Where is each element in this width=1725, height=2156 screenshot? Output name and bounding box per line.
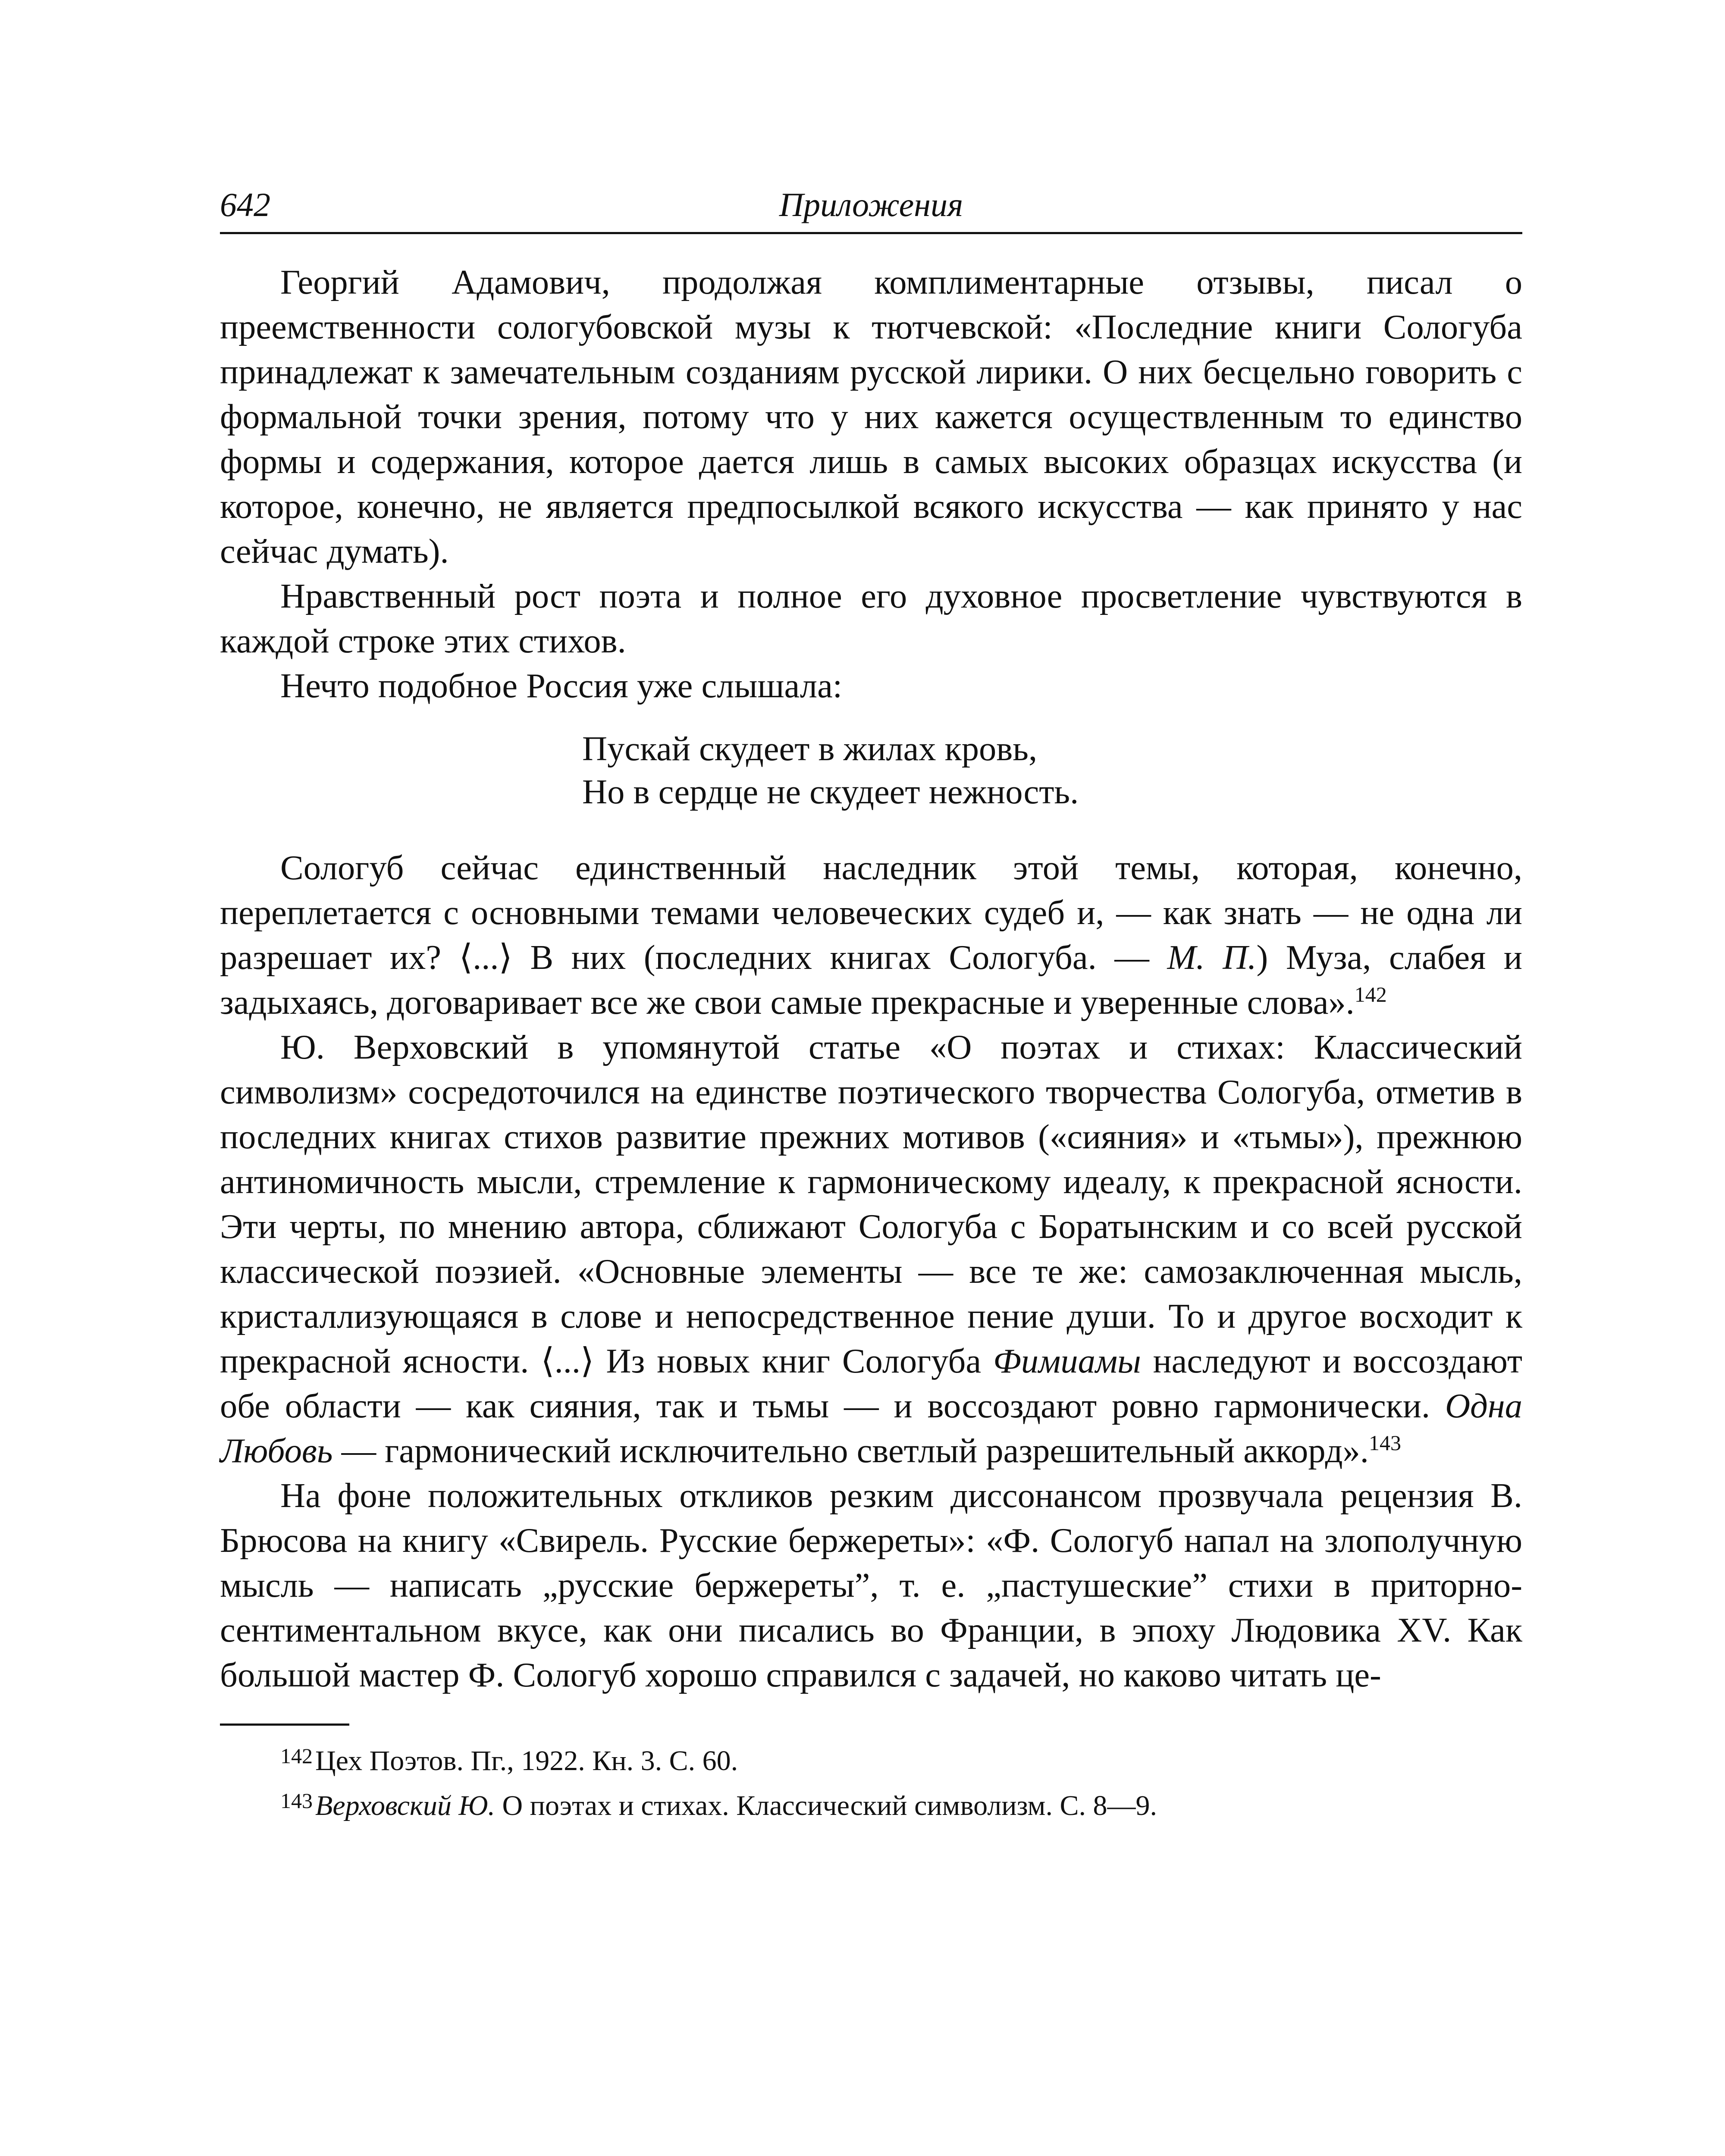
paragraph-text: наследуют и воссоздают обе области — как сияния, так и тьмы — и воссоздают ровно гармонически. — [220, 1342, 1522, 1425]
paragraph-verkhovsky — [220, 1025, 1522, 1473]
paragraph-text: ) Муза, слабея и задыхаясь, договаривает все же свои самые прекрасные и уверенные слова». — [220, 938, 1522, 1022]
paragraph-russia-heard: Нечто подобное Россия уже слышала: — [280, 667, 843, 705]
book-title: Фимиамы — [993, 1342, 1141, 1380]
footnotes — [220, 1736, 1522, 1826]
footnote-ref: 143 — [1368, 1431, 1401, 1455]
paragraph-text: Ю. Верховский в упомянутой статье «О поэтах и стихах: Классический символизм» сосредоточился на единстве поэтического творчества Сологуба, отметив в последних книгах стихов развитие прежних мотивов («сияния» и «тьмы»), прежнюю антиномичность мысли, стремление к гармоническому идеалу, к прекрасной ясности. Эти черты, по мнению автора, сближают Сологуба с Боратынским и со всей русской классической поэзией. «Основные элементы — все те же: самозаключенная мысль, кристаллизующаяся в слове и непосредственное пение души. То и другое восходит к прекрасной ясности. ⟨...⟩ Из новых книг Сологуба — [220, 1028, 1522, 1380]
paragraph-adamovich: Георгий Адамович, продолжая комплиментарные отзывы, писал о преемственности сологубовской музы к тютчевской: «Последние книги Сологуба принадлежат к замечательным созданиям русской лирики. О них бесцельно говорить с формальной точки зрения, потому что у них кажется осуществленным то единство формы и содержания, которое дается лишь в самых высоких образцах искусства (и которое, конечно, не является предпосылкой всякого искусства — как принято у нас сейчас думать). — [220, 263, 1522, 570]
footnote-number: 142 — [280, 1744, 313, 1768]
paragraph-text: — гармонический исключительно светлый разрешительный аккорд». — [332, 1432, 1369, 1470]
footnote-143 — [220, 1781, 1522, 1826]
verse-line: Но в сердце не скудеет нежность. — [582, 773, 1079, 811]
footnote-ref: 142 — [1354, 982, 1387, 1007]
book-page — [220, 181, 1522, 1826]
paragraph-bryusov: На фоне положительных откликов резким диссонансом прозвучала рецензия В. Брюсова на книгу «Свирель. Русские бержереты»: «Ф. Сологуб напал на злополучную мысль — написать „русские бержереты”, т. е. „пастушеские” стихи в приторно-сентиментальном вкусе, как они писались во Франции, в эпоху Людовика XV. Как большой мастер Ф. Сологуб хорошо справился с задачей, но каково читать це- — [220, 1476, 1522, 1694]
section-title: Приложения — [779, 186, 963, 223]
paragraph-text: Сологуб сейчас единственный наследник этой темы, которая, конечно, переплетается с основными темами человеческих судеб и, — как знать — не одна ли разрешает их? ⟨...⟩ В них (последних книгах Сологуба. — — [220, 849, 1522, 977]
verse-line: Пускай скудеет в жилах кровь, — [582, 730, 1038, 768]
footnote-author: Верховский Ю. — [315, 1790, 496, 1821]
paragraph-moral-growth: Нравственный рост поэта и полное его духовное просветление чувствуются в каждой строке этих стихов. — [220, 577, 1522, 660]
footnote-text: О поэтах и стихах. Классический символизм. С. 8—9. — [495, 1790, 1157, 1821]
footnote-text: Цех Поэтов. Пг., 1922. Кн. 3. С. 60. — [315, 1745, 738, 1777]
footnote-142 — [220, 1736, 1522, 1781]
page-number: 642 — [220, 186, 270, 223]
book-title: Одна Любовь — [220, 1387, 1522, 1470]
footnote-number: 143 — [280, 1789, 313, 1813]
header-rule — [220, 232, 1522, 234]
running-head — [220, 181, 1522, 229]
author-initials: М. П. — [1167, 938, 1257, 977]
verse-quote — [582, 727, 1522, 814]
footnote-rule — [220, 1724, 349, 1726]
paragraph-sole-heir — [220, 846, 1522, 1025]
body-text — [220, 260, 1522, 1698]
